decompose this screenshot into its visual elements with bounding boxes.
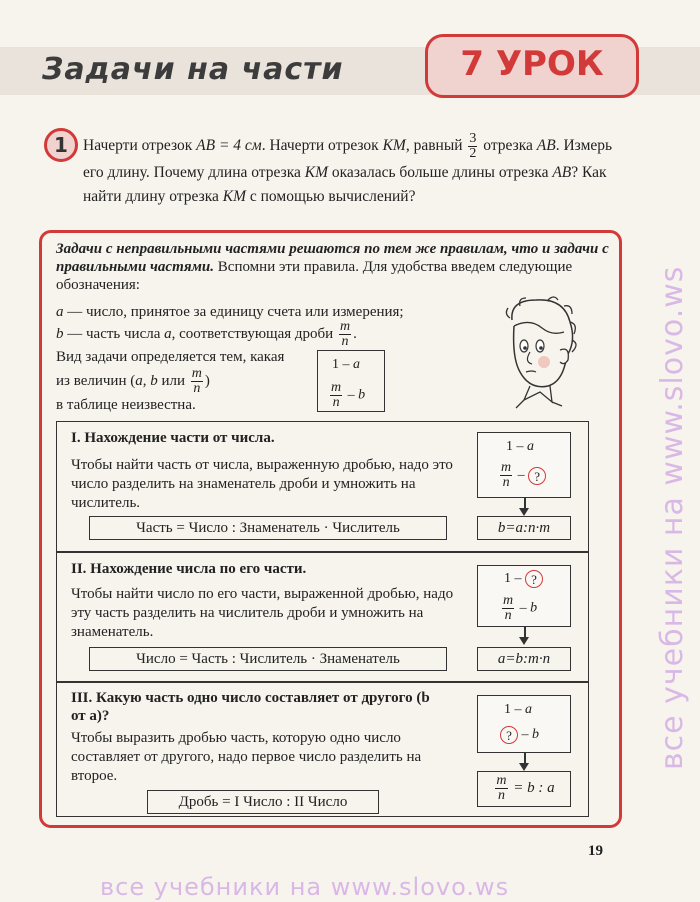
section-formula: Дробь = I Число : II Число bbox=[147, 790, 379, 814]
notation-box bbox=[317, 350, 385, 412]
section-diagram: 1 – a ? – b bbox=[477, 695, 571, 753]
page-title: Задачи на части bbox=[42, 52, 344, 87]
intro-text: Задачи с неправильными частями решаются по тем же правилам, что и задачи с правильными частями. Вспомни эти правила. Для удобства введем следующие обозначения: bbox=[56, 241, 609, 293]
section-formula: Число = Часть : Числитель · Знаменатель bbox=[89, 647, 447, 671]
boy-illustration bbox=[490, 296, 586, 414]
notation-row-2: $\frac{m}{n}$ – b bbox=[331, 380, 366, 410]
svg-text:все учебники на www.slovo.ws: все учебники на www.slovo.ws bbox=[655, 265, 690, 770]
fraction-m-n: $\frac{m}{n}$ bbox=[339, 319, 351, 349]
definition-b: b — часть числа a, соответствующая дроби $\frac{m}{n}$ . bbox=[56, 319, 357, 349]
unknown-marker: ? bbox=[528, 467, 546, 485]
section-diagram: 1 – a $\frac{m}{n}$ – ? bbox=[477, 432, 571, 498]
definition-a: a — число, принятое за единицу счета или измерения; bbox=[56, 304, 404, 320]
section-diagram: 1 – ? $\frac{m}{n}$ – b bbox=[477, 565, 571, 627]
section-rule: Чтобы найти число по его части, выраженной дробью, надо эту часть разделить на числитель дроби и умножить на знаменатель. bbox=[71, 586, 454, 640]
watermark-bottom: все учебники на www.slovo.ws bbox=[100, 873, 510, 901]
section-result: a=b:m·n bbox=[477, 647, 571, 671]
section-formula: Часть = Число : Знаменатель · Числитель bbox=[89, 516, 447, 540]
section-result: b=a:n·m bbox=[477, 516, 571, 540]
section-part-of-number bbox=[56, 421, 589, 552]
section-fraction-of-number bbox=[56, 682, 589, 817]
task-kind-text: Вид задачи определяется тем, какая из величин (a, b или $\frac{m}{n}$ ) в таблице неизвестна. bbox=[56, 349, 285, 413]
task-text: Начерти отрезок AB = 4 см. Начерти отрезок KM, равный $\frac{3}{2}$ отрезка AB. Измерь его длину. Почему длина отрезка KM оказалась больше длины отрезка AB? Как найти длину отрезка KM с помощью вычислений? bbox=[83, 131, 613, 205]
section-number-by-part bbox=[56, 552, 589, 682]
section-heading: III. Какую часть одно число составляет от другого (b от a)? bbox=[71, 690, 430, 724]
task-number: 1 bbox=[44, 128, 78, 162]
fraction-m-n-2: $\frac{m}{n}$ bbox=[191, 366, 202, 396]
section-result: $\frac{m}{n}$ = b : a bbox=[477, 771, 571, 807]
unknown-marker: ? bbox=[500, 726, 518, 744]
lesson-label: 7 УРОК bbox=[460, 44, 604, 84]
section-rule: Чтобы найти часть от числа, выраженную дробью, надо это число разделить на знаменатель дроби и умножить на числитель. bbox=[71, 457, 453, 511]
section-rule: Чтобы выразить дробью часть, которую одно число составляет от другого, надо первое число разделить на второе. bbox=[71, 730, 422, 784]
page-number: 19 bbox=[588, 843, 603, 859]
section-heading: I. Нахождение части от числа. bbox=[71, 430, 275, 446]
section-heading: II. Нахождение числа по его части. bbox=[71, 561, 307, 577]
notation-row-1: 1 – a bbox=[332, 357, 360, 372]
unknown-marker: ? bbox=[525, 570, 543, 588]
fraction-3-2: $\frac{3}{2}$ bbox=[469, 131, 477, 161]
watermark-vertical bbox=[640, 120, 700, 780]
